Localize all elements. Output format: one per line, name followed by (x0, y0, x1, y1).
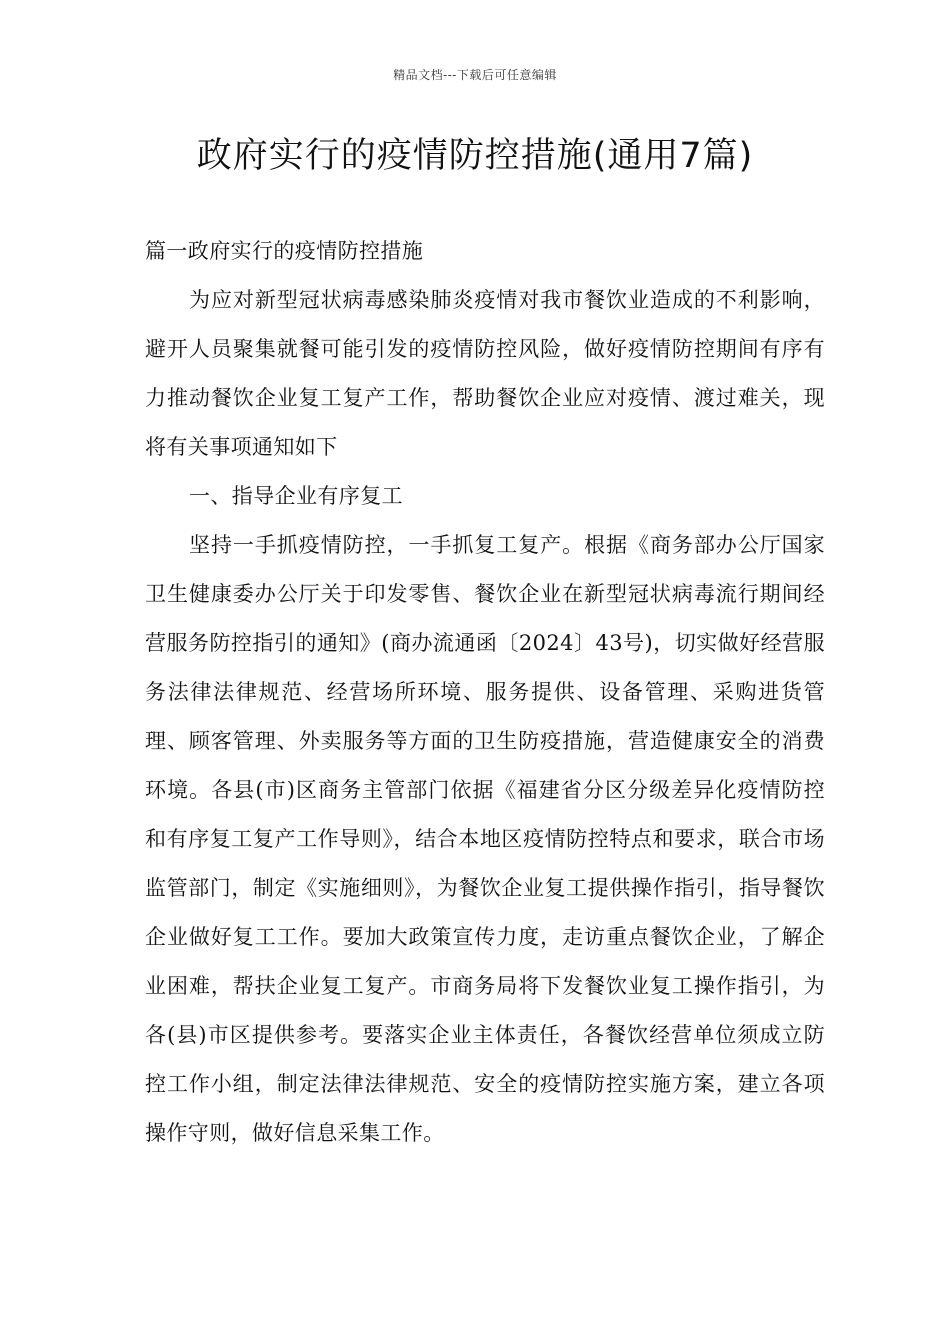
subheading-guide-enterprises: 一、指导企业有序复工 (189, 484, 403, 508)
paragraph-intro: 为应对新型冠状病毒感染肺炎疫情对我市餐饮业造成的不利影响，避开人员聚集就餐可能引发的疫情防控风险，做好疫情防控期间有序有力推动餐饮企业复工复产工作，帮助餐饮企业应对疫情、渡过难关，现将有关事项通知如下 (145, 288, 825, 459)
document-body (145, 227, 825, 1158)
header-note: 精品文档---下载后可任意编辑 (393, 68, 557, 82)
document-title: 政府实行的疫情防控措施(通用7篇) (196, 136, 754, 176)
paragraph-guidance: 坚持一手抓疫情防控，一手抓复工复产。根据《商务部办公厅国家卫生健康委办公厅关于印发零售、餐饮企业在新型冠状病毒流行期间经营服务防控指引的通知》(商办流通函〔2024〕43号)，切实做好经营服务法律法律规范、经营场所环境、服务提供、设备管理、采购进货管理、顾客管理、外卖服务等方面的卫生防疫措施，营造健康安全的消费环境。各县(市)区商务主管部门依据《福建省分区分级差异化疫情防控和有序复工复产工作导则》，结合本地区疫情防控特点和要求，联合市场监管部门，制定《实施细则》，为餐饮企业复工提供操作指引，指导餐饮企业做好复工工作。要加大政策宣传力度，走访重点餐饮企业，了解企业困难，帮扶企业复工复产。市商务局将下发餐饮业复工操作指引，为各(县)市区提供参考。要落实企业主体责任，各餐饮经营单位须成立防控工作小组，制定法律法律规范、安全的疫情防控实施方案，建立各项操作守则，做好信息采集工作。 (145, 533, 825, 1145)
section-heading: 篇一政府实行的疫情防控措施 (145, 239, 424, 263)
